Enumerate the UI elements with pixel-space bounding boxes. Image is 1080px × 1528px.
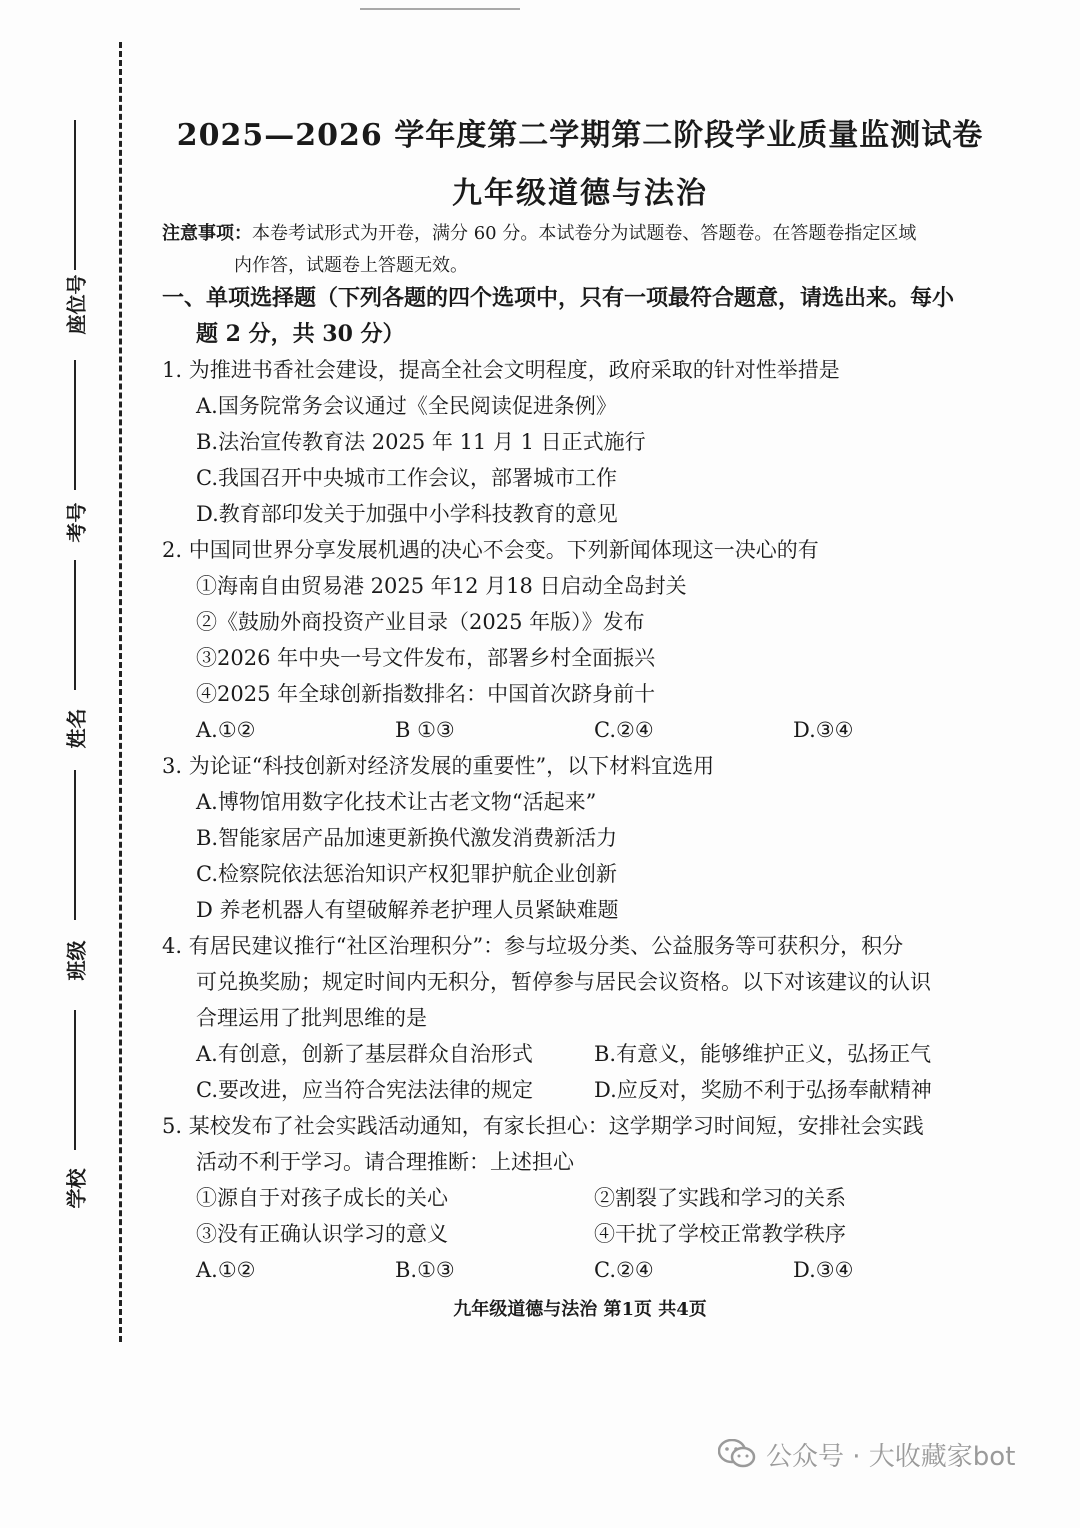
q5-items-row1 bbox=[162, 1180, 992, 1216]
q2-item-2: ②《鼓励外商投资产业目录（2025 年版）》发布 bbox=[196, 610, 645, 634]
q1-option-c: C.我国召开中央城市工作会议，部署城市工作 bbox=[196, 466, 617, 490]
section-heading bbox=[162, 280, 992, 352]
question-2 bbox=[162, 532, 992, 748]
q5-option-d: D.③④ bbox=[793, 1258, 854, 1282]
q5-options bbox=[162, 1252, 992, 1288]
q4-options-row2 bbox=[162, 1072, 992, 1108]
q4-options-row1 bbox=[162, 1036, 992, 1072]
q4-stem-line1: 4. 有居民建议推行“社区治理积分”：参与垃圾分类、公益服务等可获积分，积分 bbox=[162, 934, 904, 958]
name-label: 姓名 bbox=[64, 708, 89, 749]
q3-option-d: D 养老机器人有望破解养老护理人员紧缺难题 bbox=[196, 898, 619, 922]
seat-field bbox=[60, 120, 90, 339]
exam-no-field bbox=[60, 360, 90, 543]
exam-subject: 九年级道德与法治 bbox=[452, 176, 708, 211]
q1-stem: 1. 为推进书香社会建设，提高全社会文明程度，政府采取的针对性举措是 bbox=[162, 358, 840, 382]
school-underline bbox=[74, 1010, 76, 1150]
q2-item-1: ①海南自由贸易港 2025 年12 月18 日启动全岛封关 bbox=[196, 574, 687, 598]
section-heading-line1: 一、单项选择题（下列各题的四个选项中，只有一项最符合题意，请选出来。每小 bbox=[162, 285, 955, 311]
q5-stem-line1: 5. 某校发布了社会实践活动通知，有家长担心：这学期学习时间短，安排社会实践 bbox=[162, 1114, 924, 1138]
notice-text: 本卷考试形式为开卷，满分 60 分。本试卷分为试题卷、答题卷。在答题卷指定区域 bbox=[252, 223, 917, 244]
q5-item-4: ④干扰了学校正常教学秩序 bbox=[594, 1222, 846, 1246]
q1-option-b: B.法治宣传教育法 2025 年 11 月 1 日正式施行 bbox=[196, 430, 646, 454]
q4-option-d: D.应反对，奖励不利于弘扬奉献精神 bbox=[594, 1078, 932, 1102]
q3-option-a: A.博物馆用数字化技术让古老文物“活起来” bbox=[196, 790, 597, 814]
q5-option-b: B.①③ bbox=[395, 1258, 455, 1282]
watermark-text: 公众号 · 大收藏家bot bbox=[766, 1441, 1016, 1472]
q4-option-a: A.有创意，创新了基层群众自治形式 bbox=[196, 1042, 533, 1066]
q4-stem-line3: 合理运用了批判思维的是 bbox=[196, 1006, 427, 1030]
question-5 bbox=[162, 1108, 992, 1288]
q4-stem-line2: 可兑换奖励；规定时间内无积分，暂停参与居民会议资格。以下对该建议的认识 bbox=[196, 970, 931, 994]
q4-option-b: B.有意义，能够维护正义，弘扬正气 bbox=[594, 1042, 932, 1066]
school-label: 学校 bbox=[64, 1168, 89, 1209]
exam-title: 2025—2026 学年度第二学期第二阶段学业质量监测试卷 bbox=[176, 118, 984, 153]
page-footer: 九年级道德与法治 第1页 共4页 bbox=[453, 1299, 707, 1320]
q2-option-a: A.①② bbox=[196, 718, 256, 742]
notice-heading: 注意事项： bbox=[162, 223, 252, 244]
q2-option-c: C.②④ bbox=[594, 718, 654, 742]
watermark bbox=[718, 1434, 1015, 1474]
q3-stem: 3. 为论证“科技创新对经济发展的重要性”，以下材料宜选用 bbox=[162, 754, 715, 778]
q5-items-row2 bbox=[162, 1216, 992, 1252]
question-1 bbox=[162, 352, 992, 532]
q2-stem: 2. 中国同世界分享发展机遇的决心不会变。下列新闻体现这一决心的有 bbox=[162, 538, 819, 562]
q2-item-4: ④2025 年全球创新指数排名：中国首次跻身前十 bbox=[196, 682, 656, 706]
seat-underline bbox=[74, 120, 76, 270]
q2-options bbox=[162, 712, 992, 748]
class-field bbox=[60, 770, 90, 981]
exam-no-label: 考号 bbox=[64, 502, 89, 543]
section-heading-line2: 题 2 分，共 30 分） bbox=[196, 321, 405, 347]
exam-no-underline bbox=[74, 360, 76, 490]
q5-option-c: C.②④ bbox=[594, 1258, 654, 1282]
q1-option-a: A.国务院常务会议通过《全民阅读促进条例》 bbox=[196, 394, 617, 418]
q2-option-b: B ①③ bbox=[395, 718, 455, 742]
q3-option-c: C.检察院依法惩治知识产权犯罪护航企业创新 bbox=[196, 862, 617, 886]
q5-item-1: ①源自于对孩子成长的关心 bbox=[196, 1186, 448, 1210]
class-underline bbox=[74, 770, 76, 920]
q2-option-d: D.③④ bbox=[793, 718, 854, 742]
q2-item-3: ③2026 年中央一号文件发布，部署乡村全面振兴 bbox=[196, 646, 656, 670]
question-area bbox=[162, 280, 992, 1288]
q5-option-a: A.①② bbox=[196, 1258, 256, 1282]
question-4 bbox=[162, 928, 992, 1108]
q5-item-3: ③没有正确认识学习的意义 bbox=[196, 1222, 448, 1246]
binding-dashed-line bbox=[119, 42, 122, 1342]
class-label: 班级 bbox=[64, 940, 89, 981]
q4-option-c: C.要改进，应当符合宪法法律的规定 bbox=[196, 1078, 533, 1102]
wechat-icon bbox=[718, 1439, 756, 1469]
q5-item-2: ②割裂了实践和学习的关系 bbox=[594, 1186, 846, 1210]
q3-option-b: B.智能家居产品加速更新换代激发消费新活力 bbox=[196, 826, 618, 850]
name-field bbox=[60, 560, 90, 749]
name-underline bbox=[74, 560, 76, 690]
notice-text-cont: 内作答，试题卷上答题无效。 bbox=[234, 255, 468, 276]
seat-label: 座位号 bbox=[64, 274, 89, 335]
question-3 bbox=[162, 748, 992, 928]
q1-option-d: D.教育部印发关于加强中小学科技教育的意见 bbox=[196, 502, 618, 526]
school-field bbox=[60, 1010, 90, 1209]
q5-stem-line2: 活动不利于学习。请合理推断：上述担心 bbox=[196, 1150, 574, 1174]
notice-block bbox=[162, 218, 992, 282]
scan-artifact-line bbox=[360, 8, 520, 10]
